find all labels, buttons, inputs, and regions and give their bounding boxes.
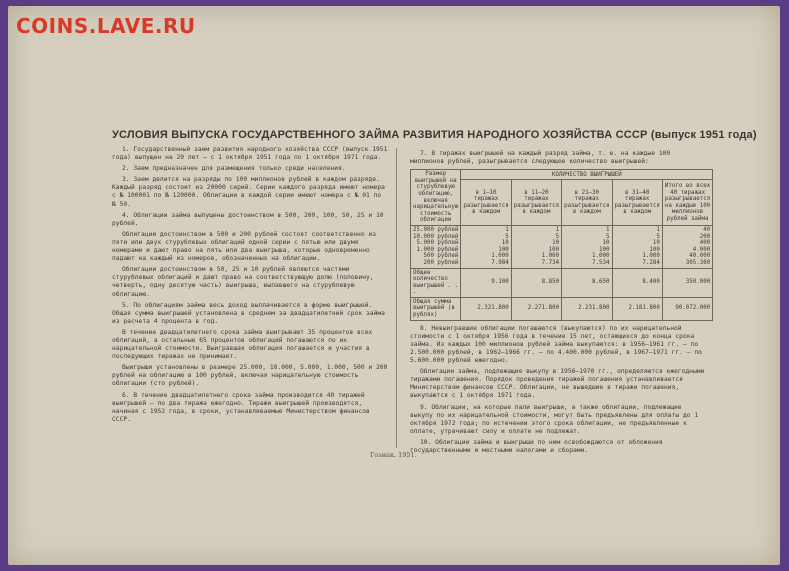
counts-11-20-cell: [511, 225, 561, 268]
draws-11-20-header: в 11—20 тиражах разыгрывается в каждом: [511, 180, 561, 226]
prize-count: 7.284: [642, 259, 660, 266]
prize-count: 5: [606, 233, 610, 240]
prize-count-group-header: КОЛИЧЕСТВО ВЫИГРЫШЕЙ: [461, 170, 713, 180]
prize-size-header: Размер выигрышей на стурублевую облигацию, включая нарицательную стоимость облигации: [411, 170, 461, 226]
clause-4-part-3: Облигации достоинством в 50, 25 и 10 рублей являются частями стурублевых облигаций и дают право на соответствующую долю (половину, четверть, одну десятую часть) выигрыша, выпавшего на стурублевую облигацию.: [112, 266, 378, 298]
prize-count: 305.360: [685, 259, 711, 266]
clause-5: 5. По облигациям займа весь доход выплачивается в форме выигрышей. Общая сумма выигрышей установлена в среднем за двадцатилетний срок займа из расчета 4 процента в год.: [112, 301, 389, 325]
column-divider: [396, 148, 397, 448]
left-column: [112, 146, 392, 427]
right-column: [410, 150, 711, 458]
prize-count: 1.000: [642, 253, 660, 260]
clause-10: 10. Облигации займа и выигрыши по ним освобождаются от обложения государственными и местными налогами и сборами.: [410, 438, 667, 454]
draws-31-40-header: в 31—40 тиражах разыгрывается в каждом: [612, 180, 662, 226]
prize-count: 7.984: [491, 259, 509, 266]
clause-9: 9. Облигации, на которые пали выигрыши, а также облигации, подлежащие выкупу по их нарицательной стоимости, могут быть предъявлены для оплаты до 1 октября 1972 года; по истечении этого срока облигации, не предъявленные к оплате, утрачивают силу и оплате не подлежат.: [410, 403, 702, 435]
draws-1-10-header: в 1—10 тиражах разыгрывается в каждом: [461, 180, 511, 226]
prize-amount: 1.000 рублей: [416, 246, 459, 253]
clause-1: 1. Государственный заем развития народного хозяйства СССР (выпуск 1951 года) выпущен на 20 лет — с 1 октября 1951 года по 1 октября 1971 года.: [112, 146, 392, 162]
prize-count: 10: [501, 240, 509, 247]
prize-amount: 10.000 рублей: [413, 233, 459, 240]
site-watermark: COINS.LAVE.RU: [16, 14, 196, 38]
prize-amount: 25.000 рублей: [413, 226, 459, 233]
counts-total-cell: [662, 225, 712, 268]
prize-count: 100: [548, 246, 560, 253]
clause-3: 3. Заем делится на разряды по 100 миллионов рублей в каждом разряде. Каждый разряд состоит из 20000 серий. Серии каждого разряда имеют номера с № 100001 по № 120000. Облигации в каждой серии имеют номера с № 01 по № 50.: [112, 176, 389, 208]
prize-count: 1: [505, 226, 509, 233]
prize-amount: 500 рублей: [423, 253, 459, 260]
prize-table: [410, 169, 713, 320]
prize-count: 100: [599, 246, 610, 253]
prize-count: 10: [552, 240, 560, 247]
clause-8-part-2: Облигации займа, подлежащие выкупу в 1956—1970 гг., определяются ежегодными тиражами погашения. Порядок проведения тиражей погашения устанавливается Министерством финансов СССР. Облигации, не вышедшие в тиражи погашения, выкупаются с 1 октября 1971 года.: [410, 368, 709, 400]
prize-count: 400: [699, 240, 711, 247]
total-sum: 2.181.800: [612, 297, 662, 320]
total-count: 9.100: [461, 268, 511, 297]
counts-31-40-cell: [612, 225, 662, 268]
clause-5-part-3: Выигрыши установлены в размере 25.000, 10.000, 5.000, 1.000, 500 и 200 рублей на облигацию в 100 рублей, включая нарицательную стоимость облигации (сто рублей).: [112, 364, 392, 388]
prize-count: 5: [505, 233, 509, 240]
prize-count: 1: [606, 226, 610, 233]
prize-count: 200: [699, 233, 711, 240]
total-count: 8.650: [562, 268, 612, 297]
printer-imprint: Гознак. 1951.: [370, 451, 417, 459]
prize-count: 40.000: [689, 253, 711, 260]
total-sum: 2.321.800: [461, 297, 511, 320]
bond-reverse-sheet: [8, 6, 780, 565]
total-count-label: Общее количество выигрышей . . .: [411, 268, 461, 297]
clause-7: 7. В тиражах выигрышей на каждый разряд займа, т. е. на каждые 100 миллионов рублей, разыгрывается следующее количество выигрышей:: [410, 150, 675, 166]
prize-amount: 200 рублей: [423, 259, 459, 266]
prize-count: 100: [649, 246, 660, 253]
clause-5-part-2: В течение двадцатилетнего срока займа выигрывают 35 процентов всех облигаций, а остальные 65 процентов облигаций погашаются по их нарицательной стоимости. Выигравшая облигация погашается и участия в последующих тиражах не принимает.: [112, 328, 377, 361]
prize-count: 100: [498, 246, 509, 253]
prize-count: 1: [656, 226, 660, 233]
total-sum: 90.072.000: [662, 297, 712, 320]
prize-count: 1: [555, 226, 560, 233]
clause-6: 6. В течение двадцатилетнего срока займа производится 40 тиражей выигрышей — по два тиража ежегодно. Тиражи выигрышей производятся, начиная с 1952 года, в сроки, устанавливаемые Министерством финансов СССР.: [112, 391, 374, 423]
draws-21-30-header: в 21—30 тиражах разыгрывается в каждом: [562, 180, 612, 226]
prize-count: 10: [652, 240, 660, 247]
prize-amounts-cell: [411, 225, 461, 268]
counts-1-10-cell: [461, 225, 511, 268]
counts-21-30-cell: [562, 225, 612, 268]
clause-4: 4. Облигации займа выпущены достоинством в 500, 200, 100, 50, 25 и 10 рублей.: [112, 211, 388, 227]
total-draws-header: Итого во всех 40 тиражах разыгрывается на каждые 100 миллионов рублей займа: [662, 180, 712, 226]
total-count: 8.400: [612, 268, 662, 297]
prize-count: 4.000: [692, 246, 711, 253]
clause-4-part-2: Облигации достоинством в 500 и 200 рублей состоят соответственно из пяти или двух стурублевых облигаций одной серии с пятью или двумя номерами и дают право на пять или два выигрыша, которые одновременно падают на каждый из номеров, обозначенных на облигации.: [112, 230, 380, 263]
prize-amount: 5.000 рублей: [416, 240, 459, 247]
prize-count: 1.000: [491, 253, 509, 260]
prize-count: 40: [703, 226, 711, 233]
prize-count: 5: [656, 233, 660, 240]
total-sum: 2.271.800: [511, 297, 561, 320]
prize-count: 7.534: [592, 259, 610, 266]
total-sum: 2.231.800: [562, 297, 612, 320]
conditions-title: УСЛОВИЯ ВЫПУСКА ГОСУДАРСТВЕННОГО ЗАЙМА РАЗВИТИЯ НАРОДНОГО ХОЗЯЙСТВА СССР (выпуск 1951 года): [112, 129, 757, 141]
total-sum-label: Общая сумма выигрышей (в рублях): [411, 297, 461, 320]
prize-count: 10: [602, 240, 610, 247]
prize-count: 5: [555, 233, 560, 240]
total-count: 8.850: [511, 268, 561, 297]
prize-count: 1.000: [592, 253, 610, 260]
prize-count: 7.734: [541, 259, 560, 266]
clause-8: 8. Невыигравшие облигации погашаются (выкупаются) по их нарицательной стоимости с 1 октября 1956 года в течение 15 лет, остающихся до конца срока займа. Из каждых 100 миллионов рублей займа выкупаются: в 1956—1961 гг. — по 2.500.000 рублей, в 1962—1966 гг. — по 4.400.000 рублей, в 1967—1971 гг. — по 5.600.000 рублей ежегодно.: [410, 324, 706, 365]
prize-count: 1.000: [541, 253, 560, 260]
total-count: 350.000: [662, 268, 712, 297]
clause-2: 2. Заем предназначен для размещения только среди населения.: [122, 165, 346, 173]
